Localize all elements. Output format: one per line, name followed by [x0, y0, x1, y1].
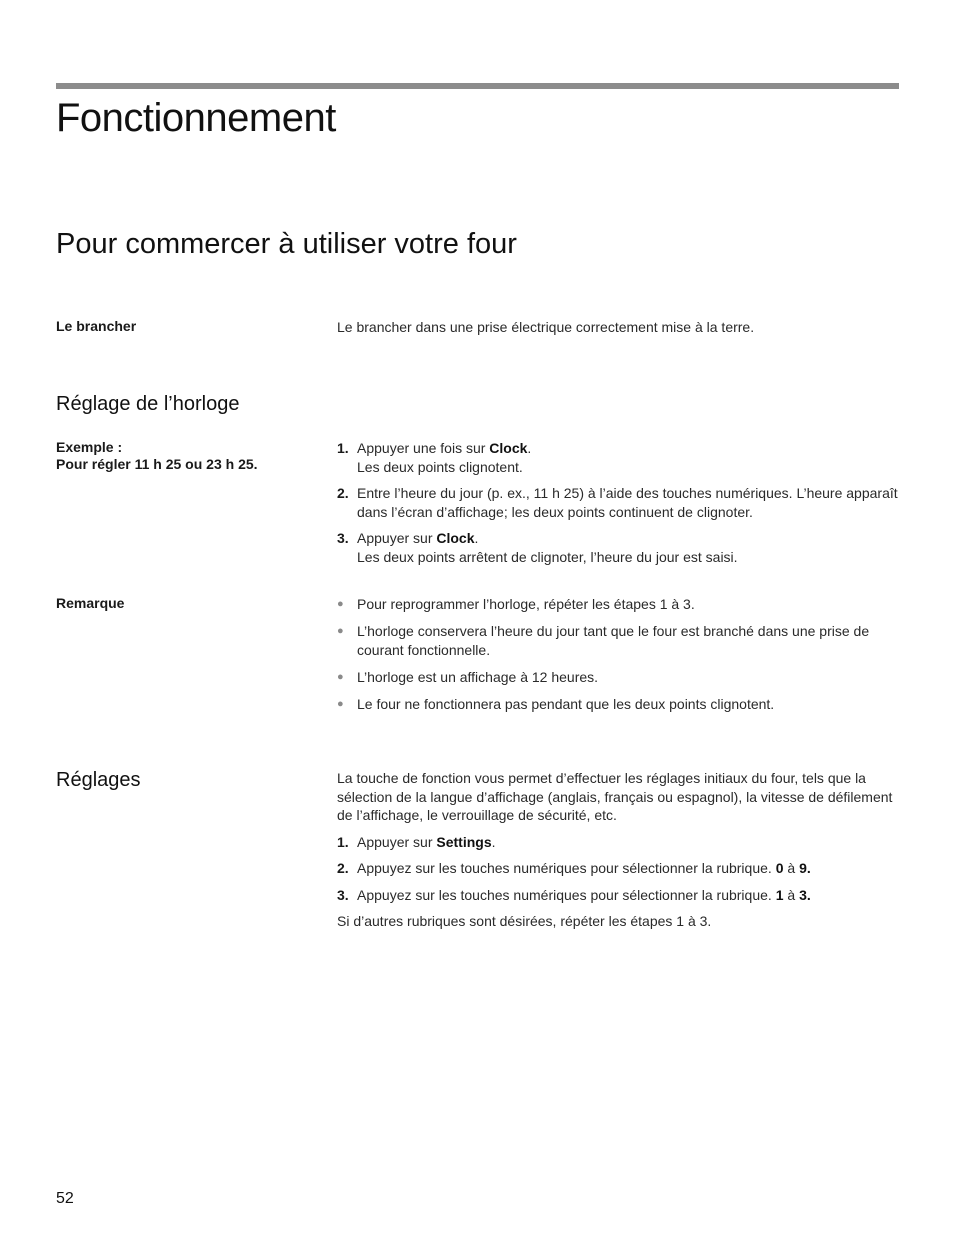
key-name: 9.: [799, 860, 811, 876]
bullet-dot-icon: ●: [337, 670, 344, 683]
bullet-dot-icon: ●: [337, 697, 344, 710]
section-title: Pour commercer à utiliser votre four: [56, 228, 517, 260]
remark-label: Remarque: [56, 595, 125, 611]
key-name: Clock: [489, 440, 528, 456]
step-punct: .: [527, 440, 532, 456]
example-label: [56, 439, 258, 473]
remark-text: Pour reprogrammer l’horloge, répéter les étapes 1 à 3.: [357, 596, 695, 612]
step-punct: .: [491, 833, 496, 850]
remark-item: [337, 668, 899, 687]
horloge-step-1: [337, 439, 899, 476]
reglages-step-1: [337, 833, 899, 852]
remark-text: L’horloge conservera l’heure du jour tant que le four est branché dans une prise de courant fonctionnelle.: [357, 623, 870, 658]
step-number: 1.: [337, 833, 349, 850]
header-rule: [56, 83, 899, 89]
remark-text: Le four ne fonctionnera pas pendant que les deux points clignotent.: [357, 695, 775, 712]
remark-text: L’horloge est un affichage à 12 heures.: [357, 668, 599, 685]
key-name: Settings: [436, 833, 492, 850]
horloge-step-2: [337, 484, 899, 521]
horloge-heading: Réglage de l’horloge: [56, 393, 240, 415]
horloge-steps-block: [337, 439, 899, 574]
bullet-dot-icon: ●: [337, 625, 344, 637]
step-number: 3.: [337, 886, 349, 903]
brancher-label: Le brancher: [56, 318, 137, 334]
step-punct: .: [474, 530, 479, 546]
reglages-step-2: [337, 859, 899, 878]
step-number: 2.: [337, 860, 349, 876]
reglages-heading: Réglages: [56, 769, 141, 791]
remarks-block: [337, 595, 899, 722]
key-name: 1: [775, 886, 784, 903]
step-text: Appuyer sur: [357, 833, 437, 850]
step-text-line2: Les deux points arrêtent de clignoter, l’heure du jour est saisi.: [357, 548, 738, 565]
step-text: Appuyer une fois sur: [357, 440, 490, 456]
reglages-steps: [337, 833, 899, 905]
key-name: 0: [775, 860, 784, 876]
horloge-step-3: [337, 529, 899, 566]
step-text: Appuyez sur les touches numériques pour sélectionner la rubrique.: [357, 886, 776, 903]
reglages-outro: Si d’autres rubriques sont désirées, répéter les étapes 1 à 3.: [337, 913, 712, 929]
step-number: 3.: [337, 530, 349, 546]
step-number: 1.: [337, 440, 349, 456]
bullet-dot-icon: ●: [337, 598, 344, 610]
reglages-intro: La touche de fonction vous permet d’effectuer les réglages initiaux du four, tels que la sélection de la langue d’affichage (anglais, français ou espagnol), la vitesse de défilement de l’affichage, le verrouillage de sécurité, etc.: [337, 770, 893, 823]
step-text-mid: à: [783, 860, 800, 876]
remarks-list: [337, 595, 899, 713]
step-text-mid: à: [783, 886, 800, 903]
step-text-line2: Les deux points clignotent.: [357, 458, 523, 475]
remark-item: [337, 695, 899, 714]
remark-item: [337, 595, 899, 614]
step-text: Appuyez sur les touches numériques pour sélectionner la rubrique.: [357, 860, 776, 876]
step-text: Entre l’heure du jour (p. ex., 11 h 25) à l’aide des touches numériques. L’heure apparaît dans l’écran d’affichage; les deux points continuent de clignoter.: [357, 485, 898, 520]
page-number: 52: [56, 1190, 74, 1207]
example-label-line1: Exemple :: [56, 439, 123, 455]
horloge-steps: [337, 439, 899, 566]
step-text: Appuyer sur: [357, 530, 437, 546]
example-label-line2: Pour régler 11 h 25 ou 23 h 25.: [56, 456, 258, 472]
reglages-block: [337, 769, 899, 931]
remark-item: [337, 622, 899, 659]
step-number: 2.: [337, 485, 349, 501]
brancher-text: Le brancher dans une prise électrique correctement mise à la terre.: [337, 319, 755, 335]
page-title: Fonctionnement: [56, 96, 336, 140]
key-name: 3.: [799, 886, 811, 903]
reglages-step-3: [337, 886, 899, 905]
key-name: Clock: [436, 530, 475, 546]
